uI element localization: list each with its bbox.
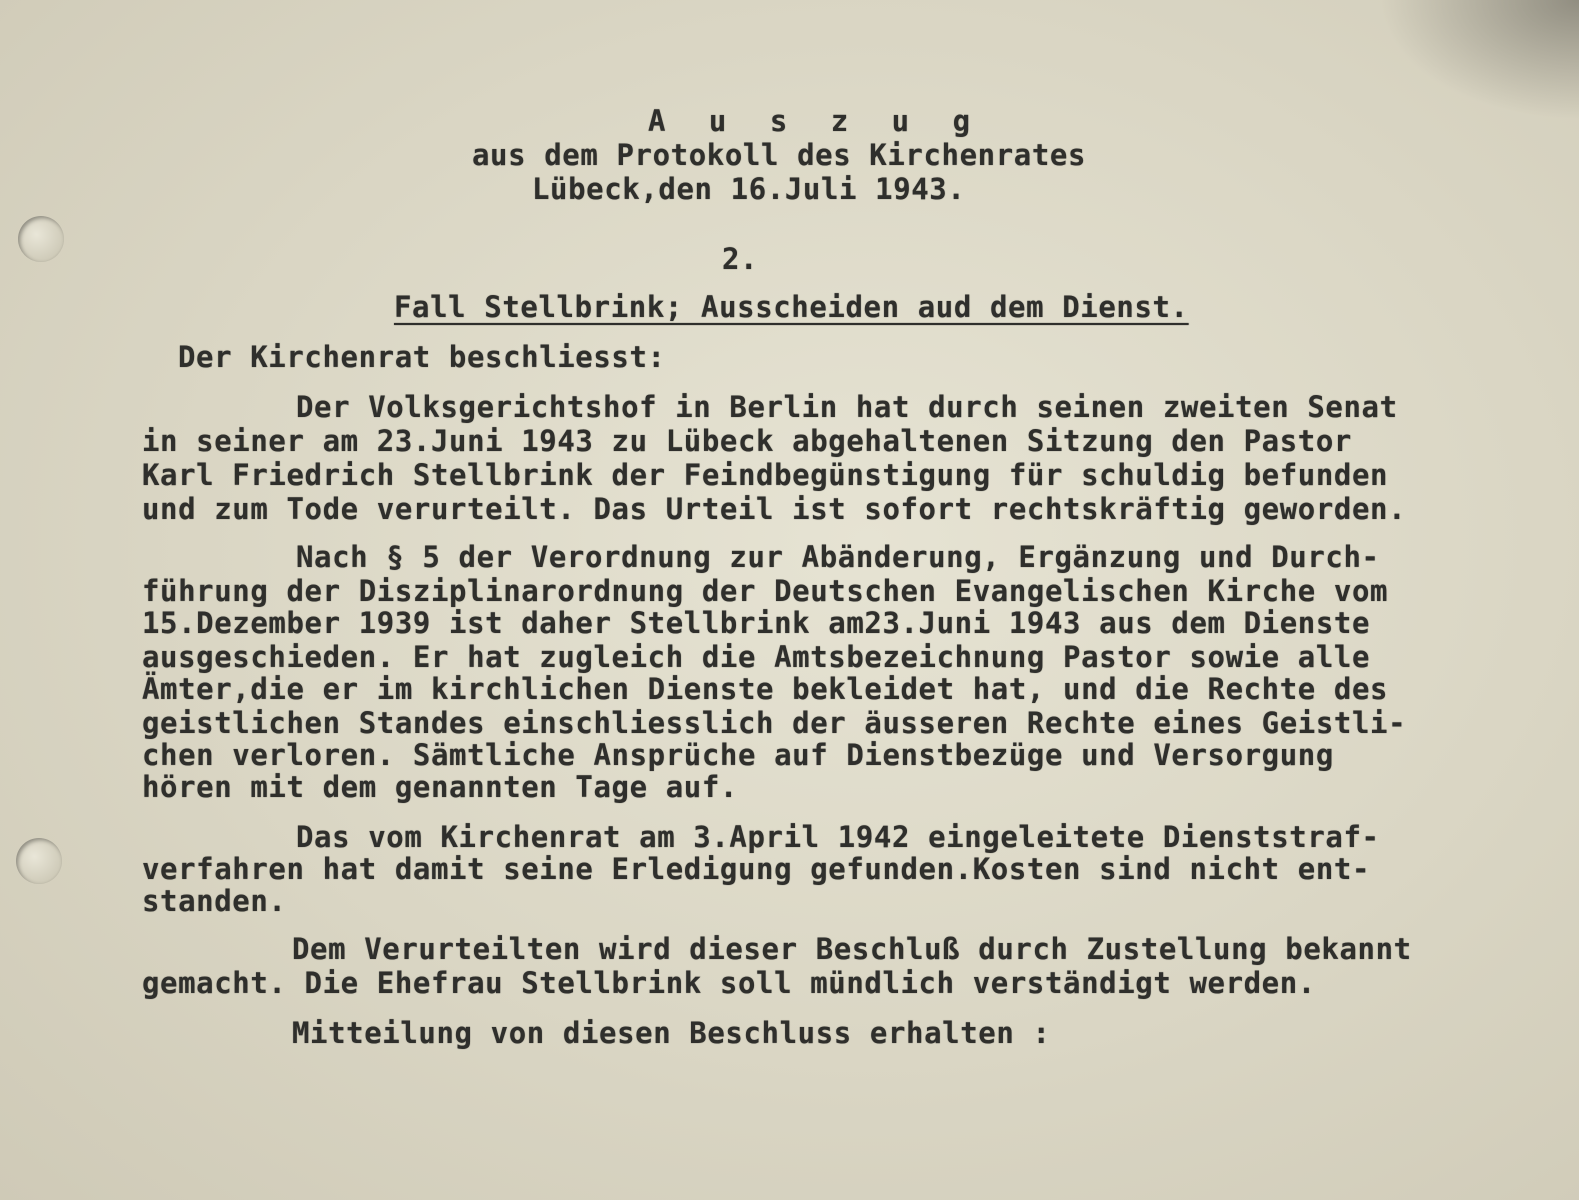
punch-hole-bottom — [16, 838, 62, 884]
paragraph-2-line-4: ausgeschieden. Er hat zugleich die Amtsbezeichnung Pastor sowie alle — [142, 640, 1371, 674]
paragraph-3-line-2: verfahren hat damit seine Erledigung gefunden.Kosten sind nicht ent- — [142, 852, 1371, 886]
paragraph-2-line-1: Nach § 5 der Verordnung zur Abänderung, Ergänzung und Durch- — [296, 540, 1380, 574]
paragraph-2-line-5: Ämter,die er im kirchlichen Dienste bekleidet hat, und die Rechte des — [142, 672, 1389, 706]
page-corner-shadow — [1379, 0, 1579, 120]
paragraph-4-line-1: Dem Verurteilten wird dieser Beschluß durch Zustellung bekannt — [292, 932, 1412, 966]
document-title: A u s z u g — [648, 104, 984, 138]
paragraph-1-line-1: Der Volksgerichtshof in Berlin hat durch seinen zweiten Senat — [296, 390, 1398, 424]
paragraph-2-line-3: 15.Dezember 1939 ist daher Stellbrink am23.Juni 1943 aus dem Dienste — [142, 606, 1371, 640]
paragraph-1-line-3: Karl Friedrich Stellbrink der Feindbegünstigung für schuldig befunden — [142, 458, 1389, 492]
paragraph-3-line-3: standen. — [142, 884, 287, 918]
subject-heading: Fall Stellbrink; Ausscheiden aud dem Dienst. — [394, 290, 1189, 324]
resolution-intro: Der Kirchenrat beschliesst: — [178, 340, 666, 374]
paragraph-1-line-2: in seiner am 23.Juni 1943 zu Lübeck abgehaltenen Sitzung den Pastor — [142, 424, 1352, 458]
paragraph-2-line-2: führung der Disziplinarordnung der Deutschen Evangelischen Kirche vom — [142, 574, 1389, 608]
document-place-date: Lübeck,den 16.Juli 1943. — [532, 172, 966, 206]
paragraph-1-line-4: und zum Tode verurteilt. Das Urteil ist sofort rechtskräftig geworden. — [142, 492, 1407, 526]
closing-line: Mitteilung von diesen Beschluss erhalten : — [292, 1016, 1051, 1050]
paragraph-3-line-1: Das vom Kirchenrat am 3.April 1942 eingeleitete Dienststraf- — [296, 820, 1380, 854]
item-number: 2. — [722, 242, 759, 276]
paragraph-4-line-2: gemacht. Die Ehefrau Stellbrink soll mündlich verständigt werden. — [142, 966, 1316, 1000]
paragraph-2-line-7: chen verloren. Sämtliche Ansprüche auf Dienstbezüge und Versorgung — [142, 738, 1334, 772]
punch-hole-top — [18, 216, 64, 262]
paragraph-2-line-8: hören mit dem genannten Tage auf. — [142, 770, 738, 804]
document-subtitle: aus dem Protokoll des Kirchenrates — [472, 138, 1087, 172]
paragraph-2-line-6: geistlichen Standes einschliesslich der äusseren Rechte eines Geistli- — [142, 706, 1407, 740]
